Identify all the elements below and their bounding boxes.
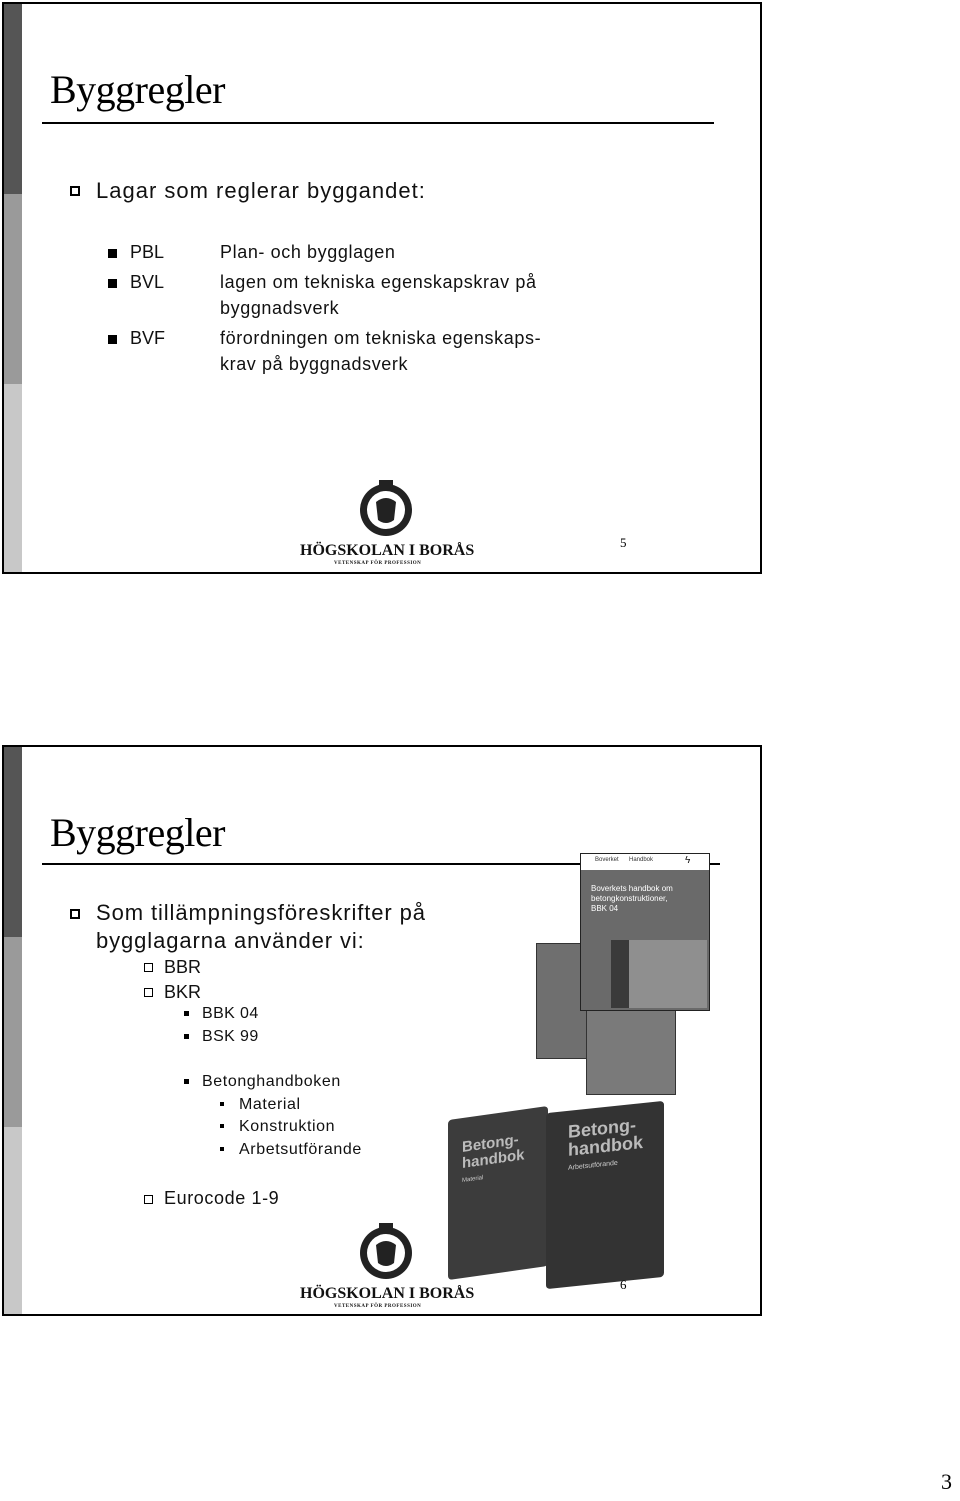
book-betonghandbok-right: [546, 1101, 664, 1289]
logo-name: HÖGSKOLAN I BORÅS: [300, 542, 475, 559]
sub-bbk: BBK 04: [202, 1005, 259, 1022]
desc-bvl-line2: byggnadsverk: [220, 298, 340, 318]
logo-tagline: VETENSKAP FÖR PROFESSION: [334, 1304, 422, 1309]
item-bkr: BKR: [164, 982, 202, 1002]
desc-pbl: Plan- och bygglagen: [220, 242, 396, 262]
title-divider: [42, 863, 582, 865]
betong-sub-konstruktion: Konstruktion: [239, 1118, 336, 1135]
hollow-square-bullet-icon: [144, 1195, 153, 1204]
intro-line2: bygglagarna använder vi:: [96, 928, 365, 953]
item-bbr: BBR: [164, 957, 202, 977]
sub-bsk: BSK 99: [202, 1028, 259, 1045]
slide-number: 5: [620, 535, 627, 550]
desc-bvf-line1: förordningen om tekniska egenskaps-: [220, 328, 542, 348]
hollow-square-bullet-icon: [70, 186, 80, 196]
title-divider: [42, 122, 714, 124]
book-left-subtitle: Material: [462, 1175, 484, 1185]
slide-sidebar: [4, 747, 22, 1314]
hollow-square-bullet-icon: [70, 909, 80, 919]
slide-sidebar: [4, 4, 22, 572]
desc-bvl-line1: lagen om tekniska egenskapskrav på: [220, 272, 537, 292]
boverket-logo-icon: ϟ: [685, 855, 691, 866]
intro-line1: Som tillämpningsföreskrifter på: [96, 900, 426, 925]
betong-sub-arbetsutforande: Arbetsutförande: [239, 1141, 362, 1158]
filled-square-bullet-icon: [108, 335, 117, 344]
logo-tagline: VETENSKAP FÖR PROFESSION: [334, 561, 422, 566]
abbr-pbl: PBL: [130, 242, 165, 262]
small-square-bullet-icon: [184, 1011, 189, 1016]
small-square-bullet-icon: [220, 1102, 224, 1106]
page-number: 3: [941, 1469, 952, 1494]
small-square-bullet-icon: [184, 1079, 189, 1084]
betonghandboken: Betonghandboken: [202, 1073, 341, 1090]
slide-6: [2, 745, 762, 1316]
hogskolan-logo: [296, 1223, 476, 1313]
book-right-subtitle: Arbetsutförande: [568, 1159, 618, 1172]
small-square-bullet-icon: [184, 1034, 189, 1039]
book-right-title: Betong-handbok: [568, 1114, 643, 1160]
hollow-square-bullet-icon: [144, 988, 153, 997]
hogskolan-logo: [296, 480, 476, 570]
filled-square-bullet-icon: [108, 249, 117, 258]
abbr-bvl: BVL: [130, 272, 165, 292]
desc-bvf-line2: krav på byggnadsverk: [220, 354, 409, 374]
abbr-bvf: BVF: [130, 328, 166, 348]
intro-text: Lagar som reglerar byggandet:: [96, 178, 426, 203]
book-cover-title: Boverkets handbok om betongkonstruktioner, BBK 04: [591, 884, 673, 913]
logo-name: HÖGSKOLAN I BORÅS: [300, 1285, 475, 1302]
slide-number: 6: [620, 1277, 627, 1292]
book-cover-header-left: Boverket: [595, 857, 619, 863]
slide-title: Byggregler: [50, 810, 225, 855]
hollow-square-bullet-icon: [144, 963, 153, 972]
book-left-title: Betong-handbok: [462, 1131, 525, 1173]
betong-sub-material: Material: [239, 1096, 301, 1113]
slide-5: [2, 2, 762, 574]
book-cover-main: [580, 853, 710, 1011]
slide-title: Byggregler: [50, 67, 225, 112]
filled-square-bullet-icon: [108, 279, 117, 288]
small-square-bullet-icon: [220, 1124, 224, 1128]
book-cover-header-mid: Handbok: [629, 857, 654, 863]
small-square-bullet-icon: [220, 1147, 224, 1151]
item-eurocode: Eurocode 1-9: [164, 1188, 280, 1208]
